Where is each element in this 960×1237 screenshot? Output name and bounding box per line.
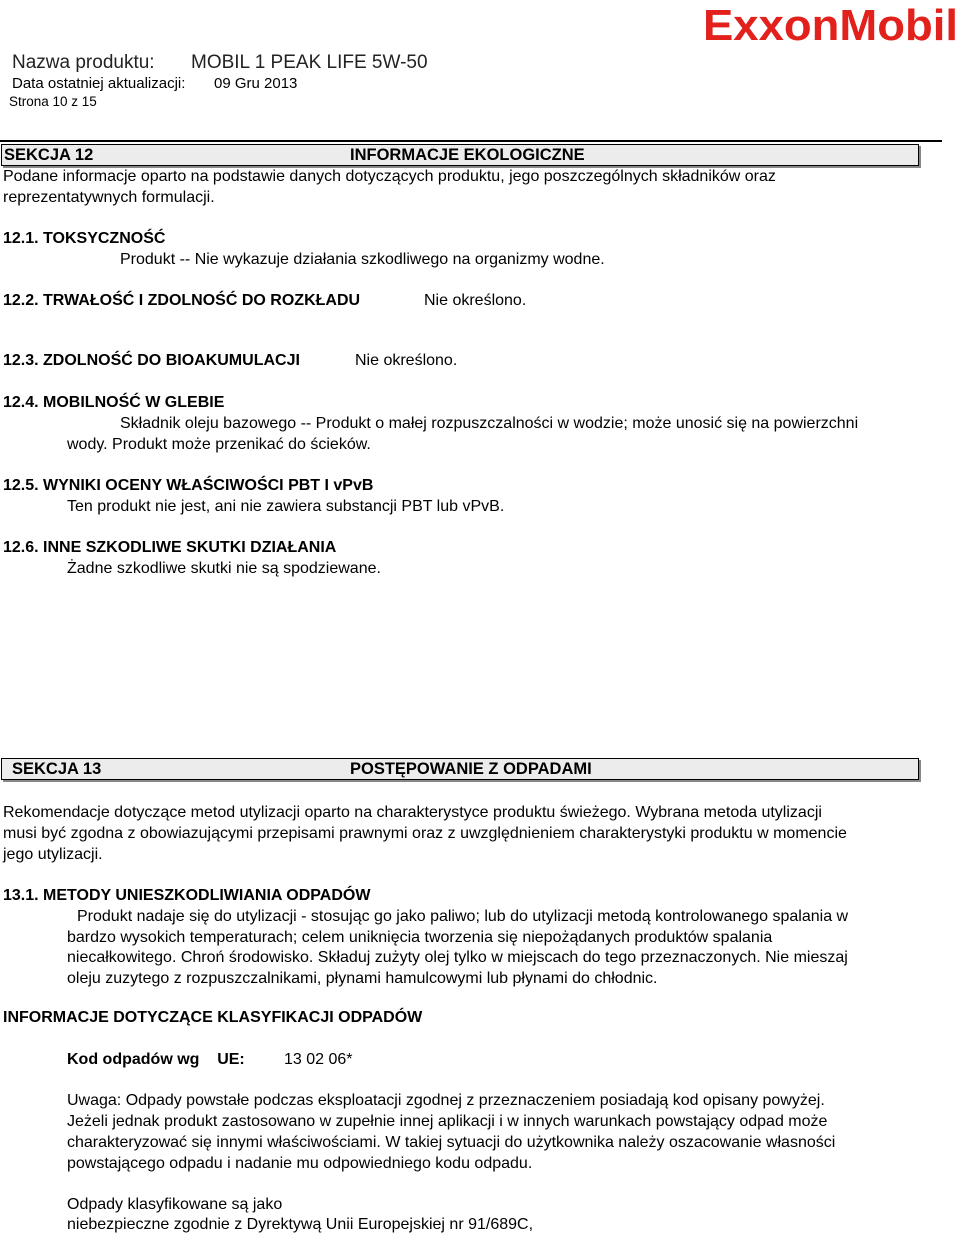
bioaccumulation-value: Nie określono. <box>355 352 458 369</box>
soil-mobility-heading: 12.4. MOBILNOŚĆ W GLEBIE <box>3 394 225 411</box>
update-date-value: 09 Gru 2013 <box>214 75 298 92</box>
section-13-intro-line2: musi być zgodna z obowiazującymi przepisami prawnymi oraz z uwzględnieniem charakterystyki produktu w momencie <box>3 825 847 842</box>
exxonmobil-logo <box>703 0 960 48</box>
soil-mobility-line2: wody. Produkt może przenikać do ścieków. <box>67 436 371 453</box>
section-13-number: SEKCJA 13 <box>12 760 102 778</box>
pbt-heading: 12.5. WYNIKI OCENY WŁAŚCIWOŚCI PBT I vPvB <box>3 477 374 494</box>
disposal-methods-line1: Produkt nadaje się do utylizacji - stosując go jako paliwo; lub do utylizacji metodą kontrolowanego spalania w <box>77 908 849 925</box>
toxicity-heading: 12.1. TOKSYCZNOŚĆ <box>3 230 166 247</box>
section-12-intro-line1: Podane informacje oparto na podstawie danych dotyczących produktu, jego poszczególnych składników oraz <box>3 168 776 185</box>
disposal-methods-line4: oleju zuzytego z rozpuszczalnikami, płynami hamulcowymi lub płynami do chłodnic. <box>67 970 658 987</box>
section-13-title: POSTĘPOWANIE Z ODPADAMI <box>350 760 592 778</box>
disposal-methods-line2: bardzo wysokich temperaturach; celem uniknięcia tworzenia się niepożądanych produktów spalania <box>67 929 773 946</box>
persistence-heading: 12.2. TRWAŁOŚĆ I ZDOLNOŚĆ DO ROZKŁADU <box>3 292 361 309</box>
disposal-methods-heading: 13.1. METODY UNIESZKODLIWIANIA ODPADÓW <box>3 887 371 904</box>
pbt-text: Ten produkt nie jest, ani nie zawiera substancji PBT lub vPvB. <box>67 498 505 515</box>
bioaccumulation-heading: 12.3. ZDOLNOŚĆ DO BIOAKUMULACJI <box>3 352 300 369</box>
soil-mobility-line1: Składnik oleju bazowego -- Produkt o małej rozpuszczalności w wodzie; może unosić się na powierzchni <box>120 415 859 432</box>
product-name-label: Nazwa produktu: <box>12 52 155 73</box>
exxonmobil-logo-text: ExxonMobil <box>703 1 958 48</box>
page-number: Strona 10 z 15 <box>9 94 97 109</box>
hazardous-waste-line2: niebezpieczne zgodnie z Dyrektywą Unii Europejskiej nr 91/689C, <box>67 1216 534 1233</box>
section-12-title: INFORMACJE EKOLOGICZNE <box>350 146 585 164</box>
waste-note-line1: Uwaga: Odpady powstałe podczas eksploatacji zgodnej z przeznaczeniem posiadają kod opisany powyżej. <box>67 1092 825 1109</box>
disposal-methods-line3: niecałkowitego. Chroń środowisko. Składuj zużyty olej tylko w miejscach do tego przeznaczonych. Nie mieszaj <box>67 949 848 966</box>
other-effects-heading: 12.6. INNE SZKODLIWE SKUTKI DZIAŁANIA <box>3 539 337 556</box>
waste-code-value: 13 02 06* <box>284 1051 353 1068</box>
section-13-intro-line1: Rekomendacje dotyczące metod utylizacji oparto na charakterystyce produktu świeżego. Wybrana metoda utylizacji <box>3 804 822 821</box>
product-name-value: MOBIL 1 PEAK LIFE 5W-50 <box>191 52 428 73</box>
waste-classification-heading: INFORMACJE DOTYCZĄCE KLASYFIKACJI ODPADÓW <box>3 1009 423 1026</box>
section-12-intro-line2: reprezentatywnych formulacji. <box>3 189 215 206</box>
persistence-value: Nie określono. <box>424 292 527 309</box>
update-date-label: Data ostatniej aktualizacji: <box>12 75 186 92</box>
header-divider <box>0 140 942 142</box>
waste-note-line3: charakteryzować się innymi właściwościami. W takiej sytuacji do użytkownika należy oszacowanie własności <box>67 1134 836 1151</box>
section-12-number: SEKCJA 12 <box>4 146 94 164</box>
other-effects-text: Żadne szkodliwe skutki nie są spodziewane. <box>67 560 381 577</box>
section-13-intro-line3: jego utylizacji. <box>3 846 103 863</box>
hazardous-waste-line1: Odpady klasyfikowane są jako <box>67 1196 283 1213</box>
waste-note-line4: powstającego odpadu i nadanie mu odpowiedniego kodu odpadu. <box>67 1155 533 1172</box>
toxicity-text: Produkt -- Nie wykazuje działania szkodliwego na organizmy wodne. <box>120 251 605 268</box>
waste-code-label: Kod odpadów wg UE: <box>67 1051 245 1068</box>
section-12-header <box>1 144 919 166</box>
waste-note-line2: Jeżeli jednak produkt zastosowano w zupełnie innej aplikacji i w innych warunkach powstający odpad może <box>67 1113 828 1130</box>
section-13-header <box>1 758 919 780</box>
